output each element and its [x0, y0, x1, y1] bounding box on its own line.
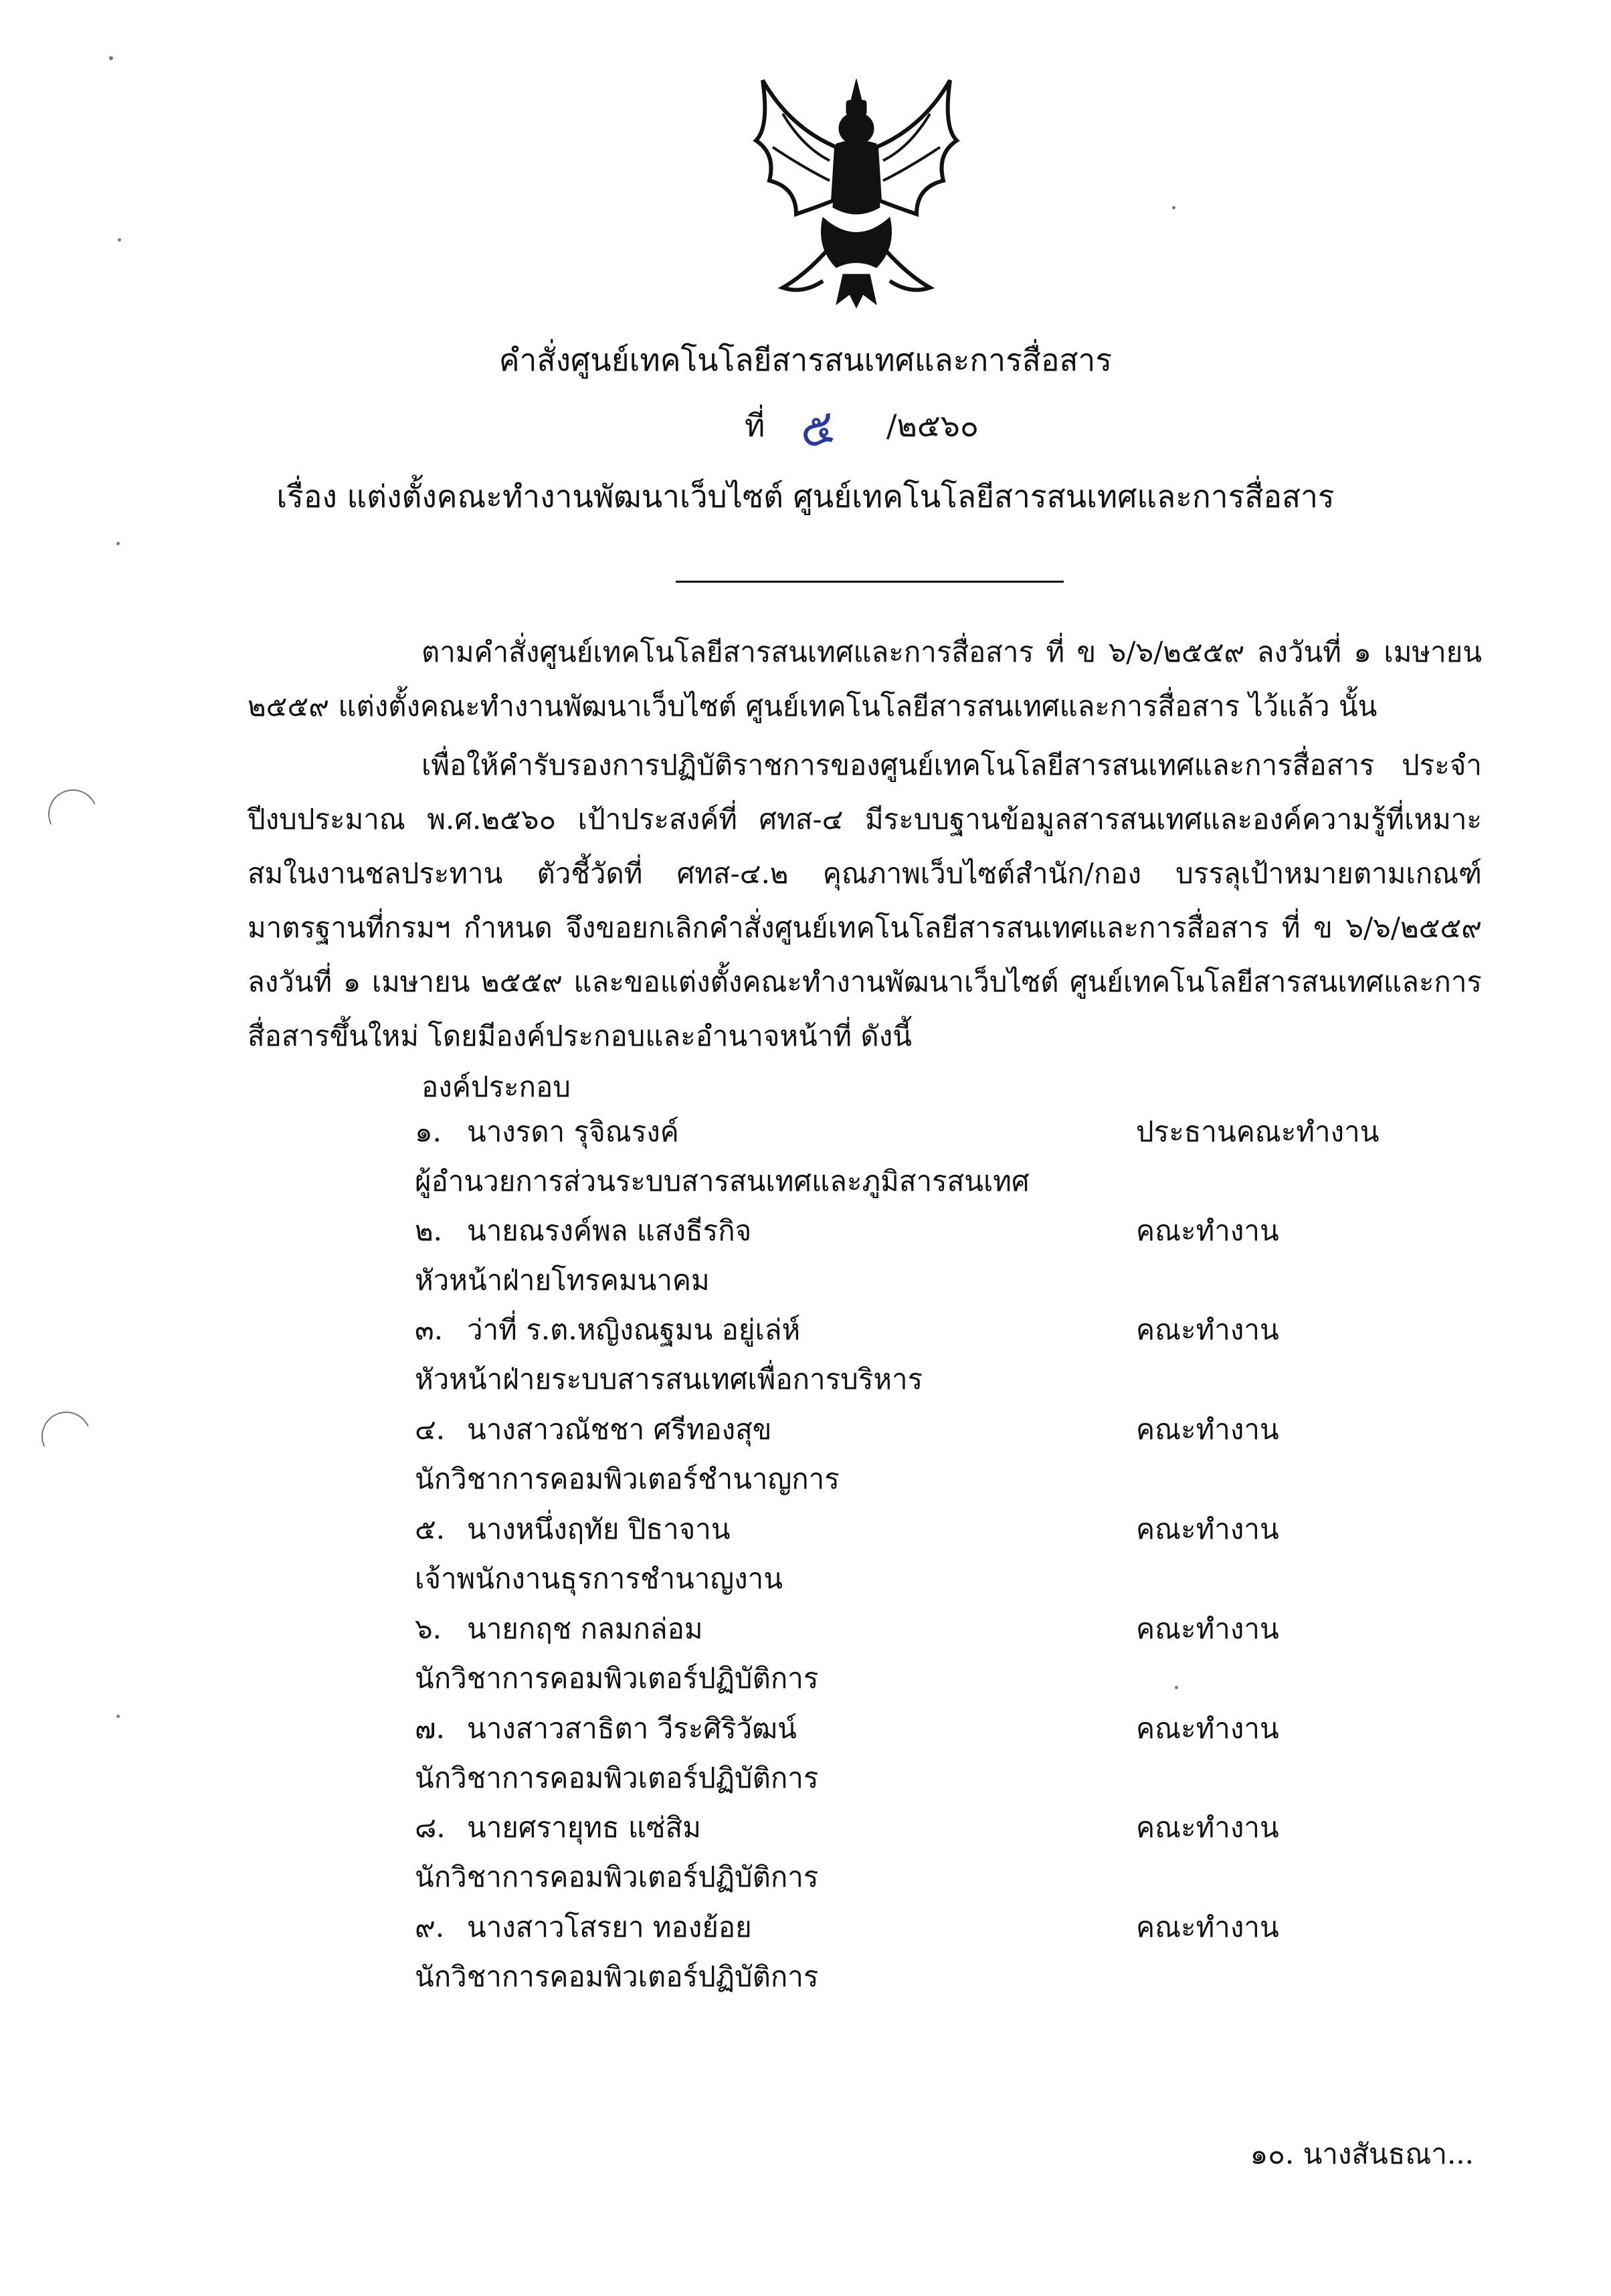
member-role: ประธานคณะทำงาน — [1136, 1115, 1380, 1148]
order-number-prefix: ที่ — [745, 407, 765, 444]
member-role: คณะทำงาน — [1136, 1513, 1279, 1545]
scan-speck — [118, 238, 121, 242]
member-position: นักวิชาการคอมพิวเตอร์ชำนาญการ — [415, 1462, 840, 1495]
order-number-handwritten: ๕ — [794, 398, 841, 460]
member-number: ๒. — [415, 1214, 443, 1247]
member-name: นายศรายุทธ แซ่สิม — [467, 1811, 701, 1844]
garuda-emblem — [743, 74, 970, 311]
member-number: ๖. — [415, 1612, 442, 1645]
member-role: คณะทำงาน — [1136, 1911, 1279, 1943]
scan-speck — [109, 56, 113, 60]
member-position: หัวหน้าฝ่ายระบบสารสนเทศเพื่อการบริหาร — [415, 1363, 923, 1396]
member-name: นางสาวโสรยา ทองย้อย — [467, 1911, 752, 1943]
member-item — [415, 1608, 1485, 1700]
member-role: คณะทำงาน — [1136, 1214, 1279, 1247]
member-name: นายกฤช กลมกล่อม — [467, 1612, 703, 1645]
order-title: คำสั่งศูนย์เทคโนโลยีสารสนเทศและการสื่อสาร — [498, 342, 1113, 378]
body-paragraph-1 — [248, 625, 1482, 733]
order-subject: เรื่อง แต่งตั้งคณะทำงานพัฒนาเว็บไซต์ ศูนย์เทคโนโลยีสารสนเทศและการสื่อสาร — [276, 478, 1335, 514]
title-divider — [676, 581, 1064, 583]
order-number-year: /๒๕๖๐ — [886, 407, 979, 444]
member-number: ๔. — [415, 1413, 446, 1446]
member-item — [415, 1408, 1485, 1501]
member-number: ๘. — [415, 1811, 446, 1844]
paragraph-text: เพื่อให้คำรับรองการปฏิบัติราชการของศูนย์เทคโนโลยีสารสนเทศและการสื่อสาร ประจำปีงบประมาณ พ.ศ.๒๕๖๐ เป้าประสงค์ที่ ศทส-๔ มีระบบฐานข้อมูลสารสนเทศและองค์ความรู้ที่เหมาะสมในงานชลประทาน ตัวชี้วัดที่ ศทส-๔.๒ คุณภาพเว็บไซต์สำนัก/กอง บรรลุเป้าหมายตามเกณฑ์มาตรฐานที่กรมฯ กำหนด จึงขอยกเลิกคำสั่งศูนย์เทคโนโลยีสารสนเทศและการสื่อสาร ที่ ข ๖/๖/๒๕๕๙ ลงวันที่ ๑ เมษายน ๒๕๕๙ และขอแต่งตั้งคณะทำงานพัฒนาเว็บไซต์ ศูนย์เทคโนโลยีสารสนเทศและการสื่อสารขึ้นใหม่ โดยมีองค์ประกอบและอำนาจหน้าที่ ดังนี้ — [248, 749, 1482, 1052]
punch-hole-mark — [41, 783, 105, 846]
member-name: นางหนึ่งฤทัย ปิธาจาน — [467, 1513, 731, 1545]
member-position: นักวิชาการคอมพิวเตอร์ปฏิบัติการ — [415, 1662, 819, 1695]
member-item — [415, 1111, 1485, 1203]
member-position: นักวิชาการคอมพิวเตอร์ปฏิบัติการ — [415, 1860, 819, 1893]
member-number: ๕. — [415, 1513, 446, 1545]
member-role: คณะทำงาน — [1136, 1612, 1279, 1645]
member-number: ๙. — [415, 1911, 445, 1943]
member-name: นางรดา รุจิณรงค์ — [467, 1115, 679, 1148]
paragraph-text: ตามคำสั่งศูนย์เทคโนโลยีสารสนเทศและการสื่อสาร ที่ ข ๖/๖/๒๕๕๙ ลงวันที่ ๑ เมษายน ๒๕๕๙ แต่งตั้งคณะทำงานพัฒนาเว็บไซต์ ศูนย์เทคโนโลยีสารสนเทศและการสื่อสาร ไว้แล้ว นั้น — [248, 636, 1482, 723]
member-position: หัวหน้าฝ่ายโทรคมนาคม — [415, 1264, 710, 1297]
member-position: นักวิชาการคอมพิวเตอร์ปฏิบัติการ — [415, 1761, 819, 1794]
composition-heading: องค์ประกอบ — [421, 1070, 571, 1103]
member-item — [415, 1707, 1485, 1800]
body-paragraph-2 — [248, 738, 1482, 1063]
member-role: คณะทำงาน — [1136, 1712, 1279, 1745]
member-item — [415, 1309, 1485, 1401]
scan-speck — [1175, 1686, 1178, 1689]
member-role: คณะทำงาน — [1136, 1313, 1279, 1346]
member-role: คณะทำงาน — [1136, 1811, 1279, 1844]
scan-speck — [116, 542, 120, 545]
member-position: ผู้อำนวยการส่วนระบบสารสนเทศและภูมิสารสนเทศ — [415, 1165, 1030, 1198]
member-number: ๑. — [415, 1115, 442, 1148]
member-number: ๗. — [415, 1712, 445, 1745]
member-name: นางสาวณัชชา ศรีทองสุข — [467, 1413, 772, 1446]
member-item — [415, 1806, 1485, 1899]
member-role: คณะทำงาน — [1136, 1413, 1279, 1446]
member-position: เจ้าพนักงานธุรการชำนาญงาน — [415, 1562, 783, 1595]
scan-speck — [116, 1715, 120, 1718]
member-name: นายณรงค์พล แสงธีรกิจ — [467, 1214, 752, 1247]
continuation-text: ๑๐. นางสันธณา... — [1250, 2137, 1474, 2170]
scan-speck — [1172, 206, 1175, 209]
punch-hole-mark — [35, 1405, 98, 1468]
member-item — [415, 1906, 1485, 1998]
member-position: นักวิชาการคอมพิวเตอร์ปฏิบัติการ — [415, 1960, 819, 1993]
member-name: นางสาวสาธิตา วีระศิริวัฒน์ — [467, 1712, 797, 1745]
member-number: ๓. — [415, 1313, 444, 1346]
member-item — [415, 1210, 1485, 1302]
member-name: ว่าที่ ร.ต.หญิงณฐมน อยู่เล่ห์ — [467, 1313, 801, 1346]
member-item — [415, 1508, 1485, 1600]
